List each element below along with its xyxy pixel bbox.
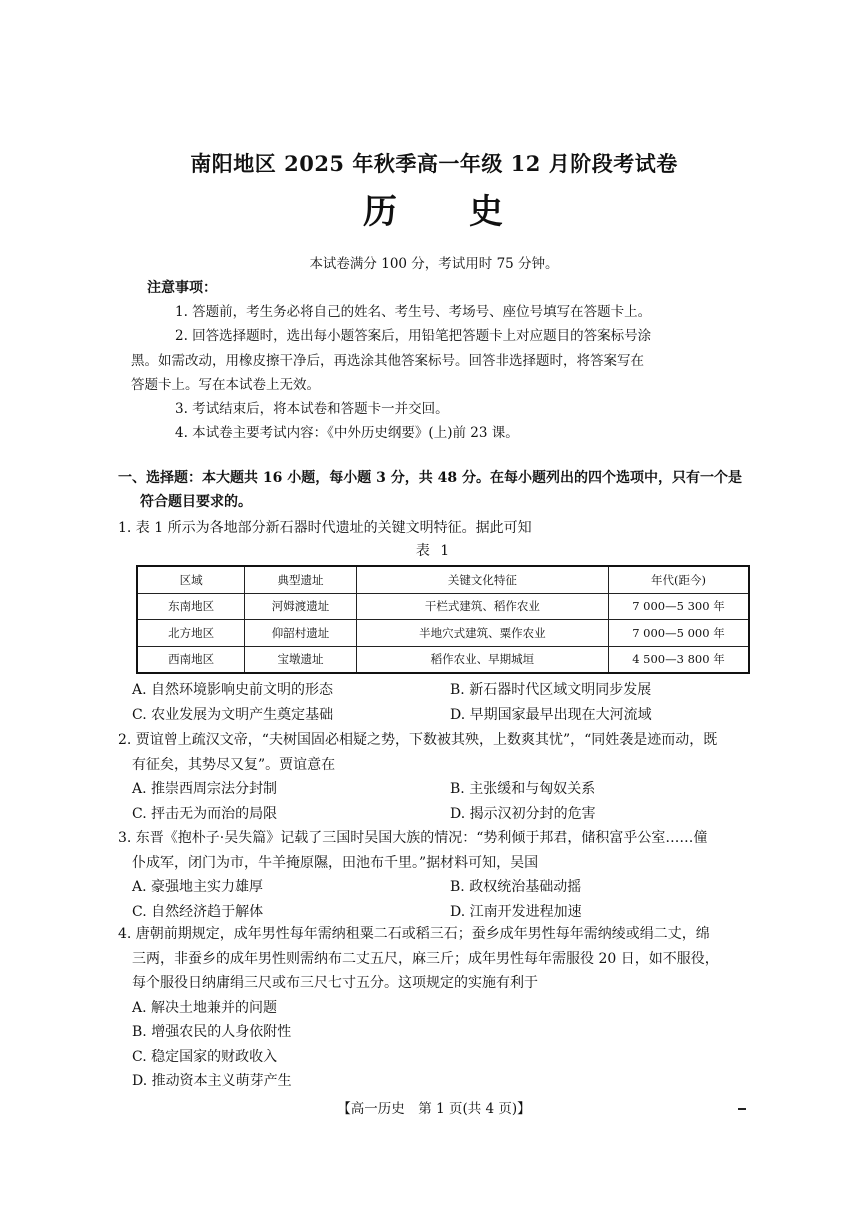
notice-item: 3. 考试结束后，将本试卷和答题卡一并交回。 — [175, 401, 449, 418]
notice-item-cont: 黑。如需改动，用橡皮擦干净后，再选涂其他答案标号。回答非选择题时，将答案写在 — [131, 352, 644, 369]
question-1-options — [118, 678, 768, 727]
notice-item: 4. 本试卷主要考试内容：《中外历史纲要》(上)前 23 课。 — [175, 425, 519, 442]
option-c[interactable]: C. 抨击无为而治的局限 — [132, 805, 278, 822]
question-stem: 2. 贾谊曾上疏汉文帝，“夫树国固必相疑之势，下数被其殃，上数爽其忧”，“同姓袭是迹而动，既 — [118, 732, 718, 748]
options-grid — [118, 875, 768, 924]
option-d[interactable]: D. 早期国家最早出现在大河流域 — [450, 706, 652, 723]
table-cell: 东南地区 — [137, 593, 245, 620]
table-header-cell: 关键文化特征 — [356, 566, 608, 593]
table-cell: 河姆渡遗址 — [245, 593, 357, 620]
table-caption: 表 1 — [415, 543, 453, 559]
table-cell: 宝墩遗址 — [245, 646, 357, 673]
table-row — [137, 646, 749, 673]
exam-title: 南阳地区 2025 年秋季高一年级 12 月阶段考试卷 — [190, 151, 678, 176]
page-mark — [738, 1108, 746, 1110]
option-d[interactable]: D. 推动资本主义萌芽产生 — [132, 1073, 292, 1089]
question-stem-cont: 三两，非蚕乡的成年男性则需纳布二丈五尺，麻三斤；成年男性每年需服役 20 日，如不服役， — [132, 950, 719, 967]
table-header-cell: 区域 — [137, 566, 245, 593]
table-row — [137, 593, 749, 620]
question-stem-cont: 每个服役日纳庸绢三尺或布三尺七寸五分。这项规定的实施有利于 — [132, 975, 538, 991]
question-stem: 4. 唐朝前期规定，成年男性每年需纳租粟二石或稻三石；蚕乡成年男性每年需纳绫或绢二丈，绵 — [118, 926, 710, 942]
option-a[interactable]: A. 自然环境影响史前文明的形态 — [132, 682, 334, 698]
option-c[interactable]: C. 自然经济趋于解体 — [132, 903, 264, 920]
subject-char-left: 历 — [363, 192, 399, 232]
option-c[interactable]: C. 稳定国家的财政收入 — [132, 1048, 278, 1065]
options-grid — [118, 678, 768, 727]
question-stem: 1. 表 1 所示为各地部分新石器时代遗址的关键文明特征。据此可知 — [118, 520, 532, 536]
section-heading — [118, 466, 758, 514]
option-d[interactable]: D. 江南开发进程加速 — [450, 903, 582, 920]
option-b[interactable]: B. 新石器时代区域文明同步发展 — [450, 682, 652, 698]
table-row — [137, 620, 749, 647]
question-3 — [118, 826, 768, 924]
notice-item: 2. 回答选择题时，选出每小题答案后，用铅笔把答题卡上对应题目的答案标号涂 — [175, 328, 652, 345]
question-stem: 3. 东晋《抱朴子·吴失篇》记载了三国时吴国大族的情况：“势利倾于邦君，储积富乎公室……僮 — [118, 830, 708, 846]
table-cell: 7 000—5 300 年 — [608, 593, 749, 620]
table-cell: 西南地区 — [137, 646, 245, 673]
option-d[interactable]: D. 揭示汉初分封的危害 — [450, 805, 596, 822]
option-c[interactable]: C. 农业发展为文明产生奠定基础 — [132, 706, 334, 723]
option-b[interactable]: B. 政权统治基础动摇 — [450, 879, 582, 895]
table-header-cell: 典型遗址 — [245, 566, 357, 593]
page-footer: 【高一历史 第 1 页(共 4 页)】 — [337, 1101, 531, 1117]
options-grid — [118, 777, 768, 826]
question-1 — [118, 516, 768, 541]
table-header-row — [137, 566, 749, 593]
table-1 — [136, 565, 750, 674]
notice-item-cont: 答题卡上。写在本试卷上无效。 — [131, 376, 320, 393]
section-line: 一、选择题：本大题共 16 小题，每小题 3 分，共 48 分。在每小题列出的四个选项中，只有一个是 — [118, 470, 742, 486]
subject-title — [0, 184, 868, 233]
question-4 — [118, 922, 768, 1094]
options-list — [118, 996, 768, 1094]
notice-title: 注意事项： — [147, 280, 217, 296]
table-header-cell: 年代(距今) — [608, 566, 749, 593]
table-cell: 干栏式建筑、稻作农业 — [356, 593, 608, 620]
table-cell: 仰韶村遗址 — [245, 620, 357, 647]
table-cell: 半地穴式建筑、粟作农业 — [356, 620, 608, 647]
subject-char-right: 史 — [469, 192, 505, 232]
question-2 — [118, 728, 768, 826]
notice-item: 1. 答题前，考生务必将自己的姓名、考生号、考场号、座位号填写在答题卡上。 — [175, 304, 652, 321]
table-cell: 4 500—3 800 年 — [608, 646, 749, 673]
question-stem-cont: 有征矣，其势尽又复”。贾谊意在 — [132, 756, 336, 773]
notice-block — [131, 276, 747, 445]
option-b[interactable]: B. 增强农民的人身依附性 — [132, 1024, 292, 1040]
exam-info: 本试卷满分 100 分，考试用时 75 分钟。 — [309, 256, 559, 272]
question-stem-cont: 仆成军，闭门为市，牛羊掩原隰，田池布千里。”据材料可知，吴国 — [132, 854, 539, 871]
table-cell: 7 000—5 000 年 — [608, 620, 749, 647]
option-b[interactable]: B. 主张缓和与匈奴关系 — [450, 781, 596, 797]
table-cell: 稻作农业、早期城垣 — [356, 646, 608, 673]
option-a[interactable]: A. 豪强地主实力雄厚 — [132, 879, 264, 895]
option-a[interactable]: A. 推崇西周宗法分封制 — [132, 781, 278, 797]
section-line: 符合题目要求的。 — [140, 494, 252, 510]
table-cell: 北方地区 — [137, 620, 245, 647]
option-a[interactable]: A. 解决土地兼并的问题 — [132, 999, 278, 1016]
